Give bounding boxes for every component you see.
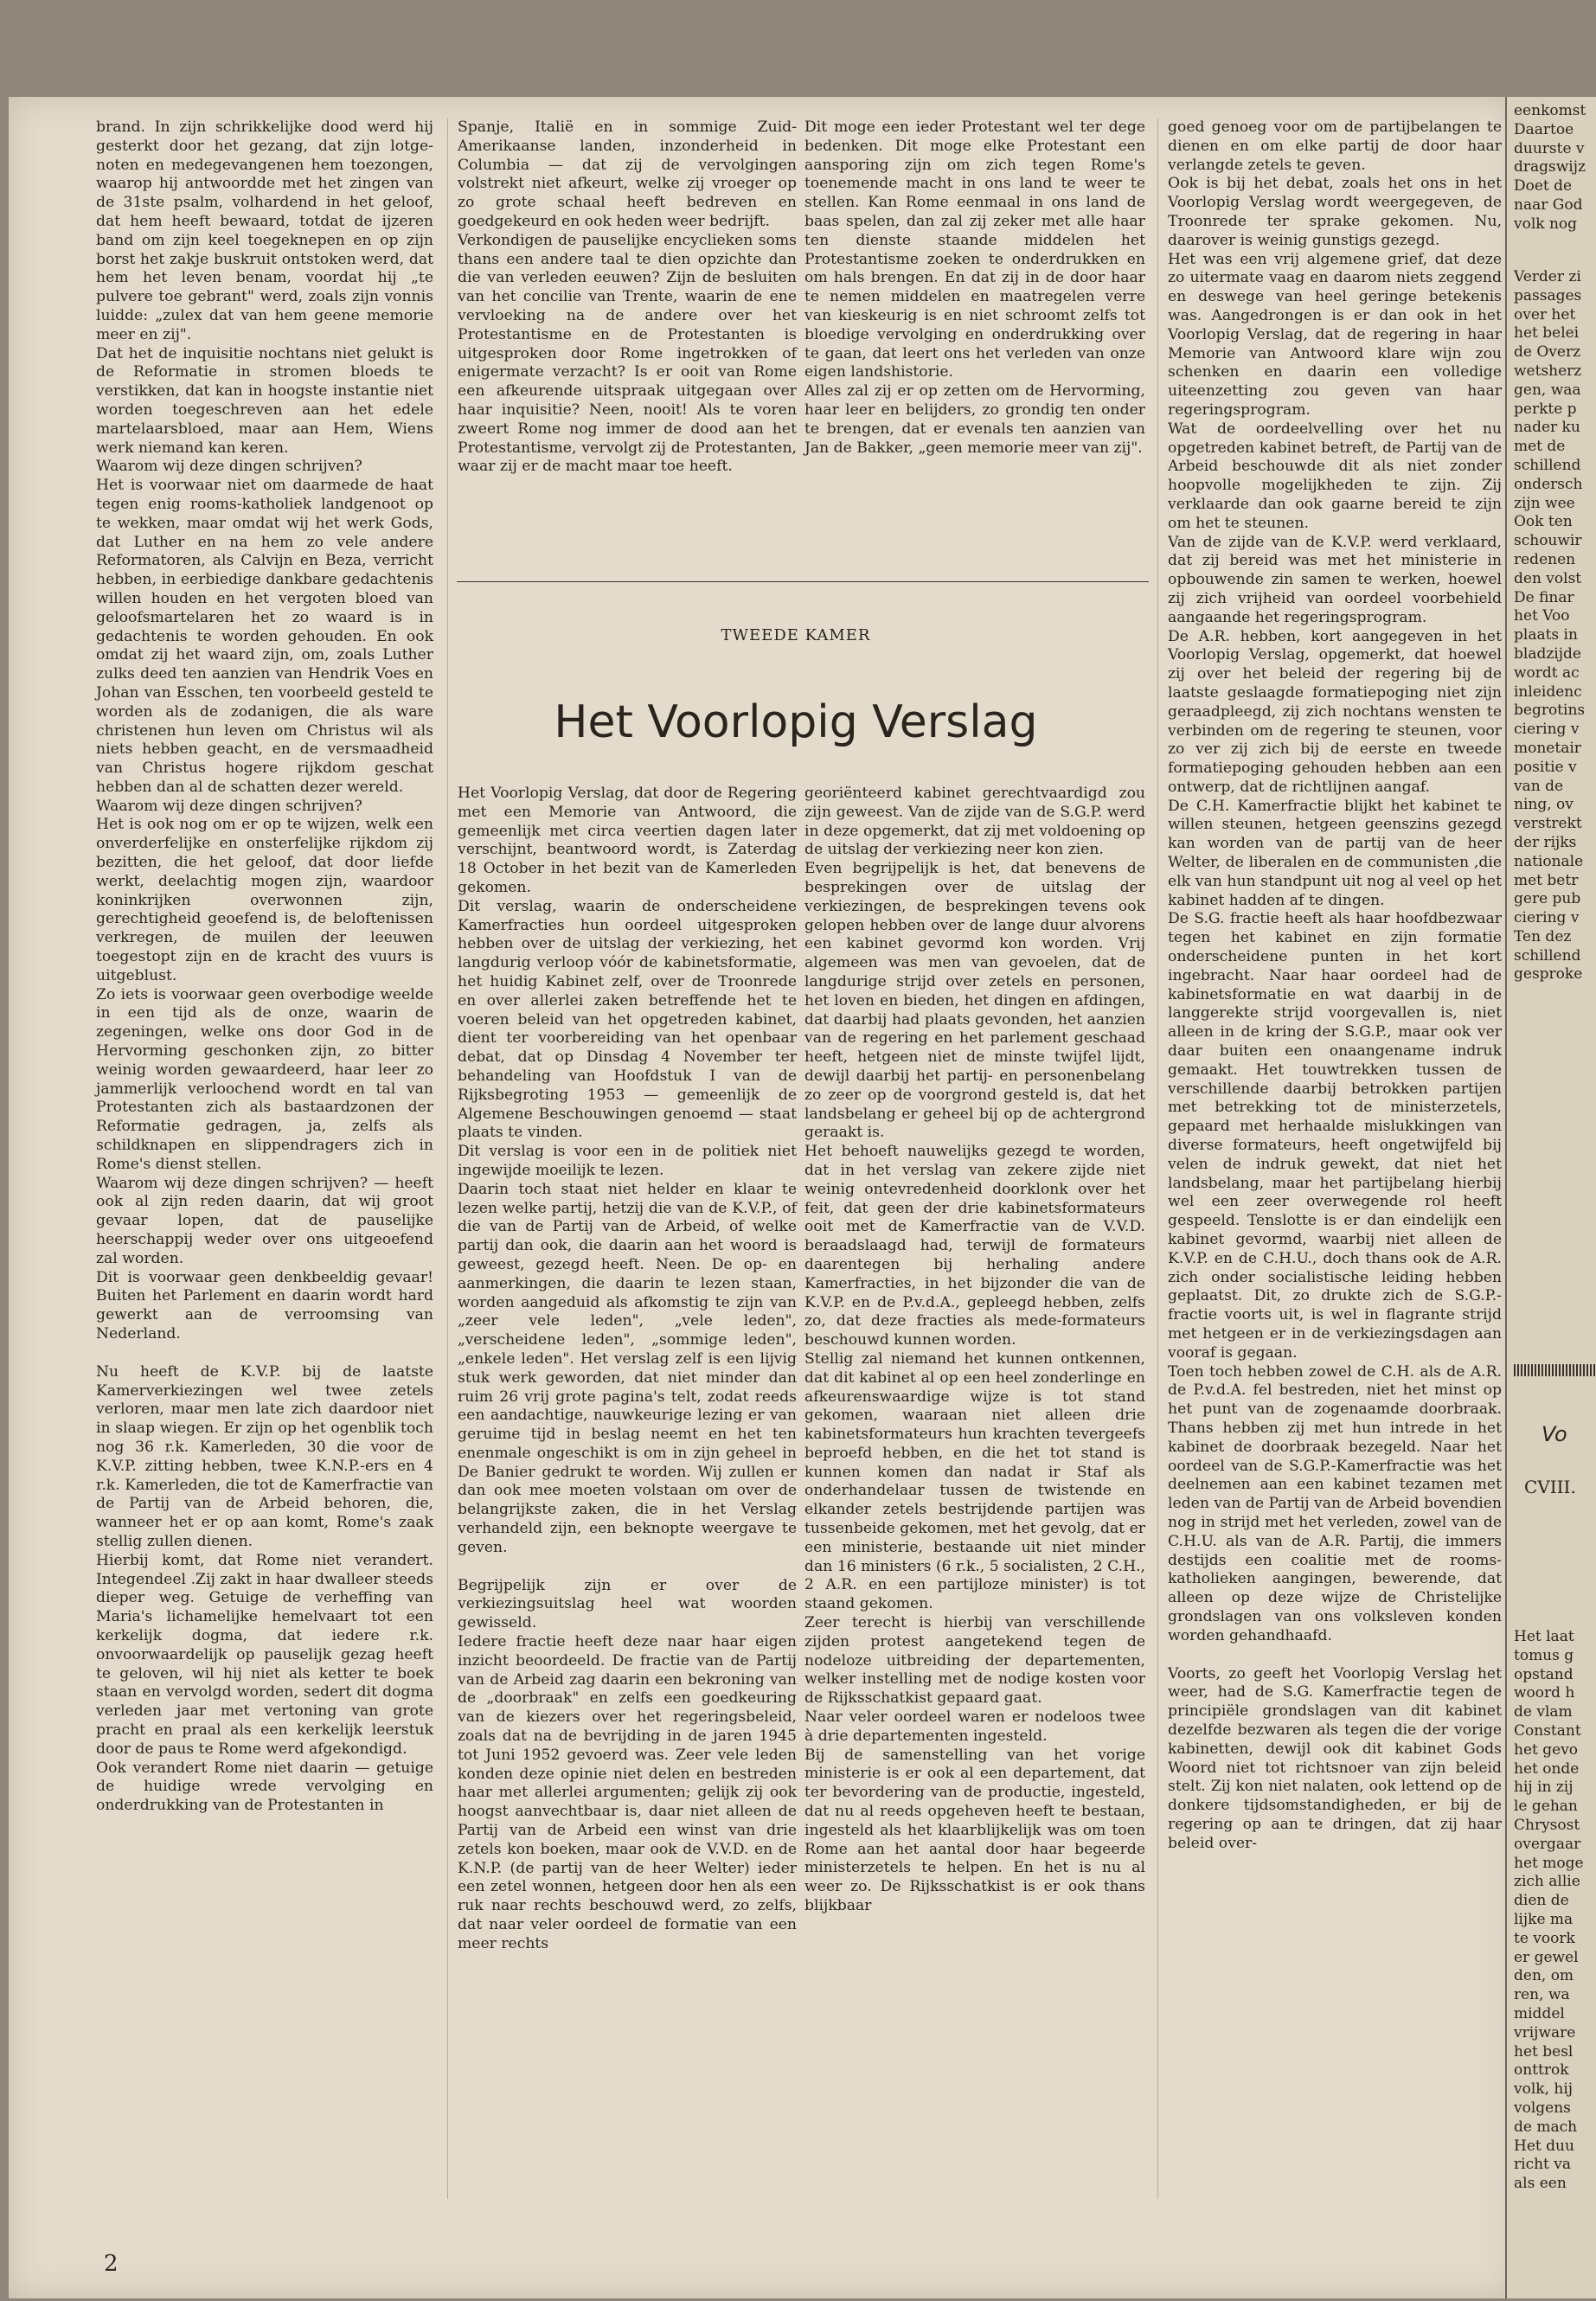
text-fragment: redenen [1514,550,1576,568]
text-fragment: der rijks [1514,833,1577,851]
paragraph: Waarom wij deze dingen schrijven? [96,797,362,815]
paragraph: Spanje, Italië en in sommige Zuid-Amerikaanse landen, inzonderheid in Columbia — dat zij de vervolgingen volstrekt niet afkeurt, welke zij vroeger op zo grote schaal heeft bedreven en goedgekeurd en ook heden weer bedrijft. [458,119,797,230]
text-fragment: onttrok [1514,2061,1569,2080]
text-fragment: naar God [1514,195,1583,214]
paragraph: Daarin toch staat niet helder en klaar te lezen welke partij, hetzij die van de K.V.P., of die van de Partij van de Arbeid, of welke partij dan ook, die daarin aan het woord is geweest, gezegd heeft. Neen. De op- en aanmerkingen, die daarin te lezen staan, worden aangeduid als afkomstig te zijn van „zeer vele leden", „vele leden", „verscheidene leden", „sommige leden", „enkele leden". Het verslag zelf is een lijvig stuk werk geworden, dat niet minder dan ruim 26 vrij grote pagina's telt, zodat reeds een aandachtige, nauwkeurige lezing er van geruime tijd in beslag neemt en het ten enenmale ongeschikt is om in zijn geheel in De Banier gedrukt te worden. Wij zullen er dan ook mee moeten volstaan om over de belangrijkste zaken, die in het Verslag verhandeld zijn, een beknopte weergave te geven. [458,1180,797,1556]
paragraph: De S.G. fractie heeft als haar hoofdbezwaar tegen het kabinet en zijn formatie onderscheidene punten in het kort ingebracht. Naar haar oordeel had de kabinetsformatie en wat daarbij in de langgerekte strijd voorgevallen is, niet alleen in de kring der S.G.P., maar ook ver daar buiten een onaangename indruk gemaakt. Het touwtrekken tussen de verschillende daarbij betrokken partijen met betrekking tot de ministerzetels, gepaard met herhaalde mislukkingen van diverse formateurs, heeft ongetwijfeld bij velen de indruk gewekt, dat niet het landsbelang, maar het partijbelang hierbij wel een zeer overwegende rol heeft gespeeld. Tenslotte is er dan eindelijk een kabinet gevormd, waarbij niet alleen de K.V.P. en de C.H.U., doch thans ook de A.R. zich onder socialistische leiding hebben geplaatst. Dit, zo drukte zich de S.G.P.-fractie voorts uit, is wel in flagrante strijd met hetgeen er in de verkiezingsdagen aan vooraf is gegaan. [1168,910,1502,1362]
text-fragment: lijke ma [1514,1910,1574,1928]
column-4 [1168,119,1502,1854]
paragraph: Naar veler oordeel waren er nodeloos twee à drie departementen ingesteld. [804,1708,1145,1745]
next-page-roman-numeral: CVIII. [1524,1477,1576,1497]
text-fragment: plaats in [1514,626,1578,644]
text-fragment: de mach [1514,2118,1578,2136]
next-page-subheading: Vo [1542,1422,1567,1446]
paragraph: Dit verslag, waarin de onderscheidene Kamerfracties hun oordeel uitgesproken hebben over de uitslag der verkiezing, het langdurig verloop vóór de kabinetsformatie, het huidig Kabinet zelf, over de Troonrede en over allerlei zaken betreffende het te voeren beleid van het opgetreden kabinet, dient ter voorbereiding van het openbaar debat, dat op Dinsdag 4 November ter behandeling van Hoofdstuk I van de Rijksbegroting 1953 — gemeenlijk de Algemene Beschouwingen genoemd — staat plaats te vinden. [458,897,797,1142]
text-fragment: den volst [1514,569,1582,587]
text-fragment: Ten dez [1514,927,1572,945]
text-fragment: met de [1514,438,1566,456]
paragraph-gap [458,1558,797,1577]
paragraph: Dit is voorwaar geen denkbeeldig gevaar! Buiten het Parlement en daarin wordt hard gewerkt aan de verroomsing van Nederland. [96,1268,433,1343]
text-fragment: inleidenc [1514,683,1582,701]
headline-rule [457,581,1149,582]
column-divider [1157,119,1158,2199]
text-fragment: schillend [1514,456,1581,474]
text-fragment: nader ku [1514,419,1580,437]
text-fragment: dragswijz [1514,158,1586,176]
column-3-top [804,119,1145,458]
text-fragment: volgens [1514,2099,1571,2117]
paragraph: Dit moge een ieder Protestant wel ter dege bedenken. Dit moge elke Protestant een aansporing zijn om zich tegen Rome's toenemende macht in ons land te weer te stellen. Kan Rome eenmaal in ons land de baas spelen, dan zal zij zeker met alle haar ten dienste staande middelen het Protestantisme zoeken te onderdrukken en om hals brengen. En dat zij in de door haar te nemen middelen en maatregelen verre van kieskeurig is en niet schroomt zelfs tot bloedige vervolging en onderdrukking over te gaan, dat leert ons het verleden van onze eigen landshistorie. [804,119,1145,381]
paragraph: Waarom wij deze dingen schrijven? [96,458,362,476]
text-fragment: verstrekt [1514,815,1582,833]
text-fragment: middel [1514,2004,1565,2022]
article-headline: Het Voorlopig Verslag [554,696,1038,748]
paragraph: Dit verslag is voor een in de politiek niet ingewijde moeilijk te lezen. [458,1143,797,1179]
text-fragment: Daartoe [1514,120,1574,138]
text-fragment: over het [1514,305,1576,324]
paragraph: Hierbij komt, dat Rome niet verandert. Integendeel .Zij zakt in haar dwalleer steeds dieper weg. Getuige de verheffing van Maria's lichamelijke hemelvaart tot een kerkelijk dogma, dat iedere r.k. onvoorwaardelijk op pauselijk gezag heeft te geloven, wil hij niet als ketter te boek staan en vervolgd worden, sedert dit dogma verleden jaar met vertoning van grote pracht en praal als een kerkelijk leerstuk door de paus te Rome werd afgekondigd. [96,1551,433,1758]
text-fragment: het onde [1514,1759,1580,1778]
column-divider [447,119,448,2199]
text-fragment: het moge [1514,1854,1584,1872]
text-fragment: ciering v [1514,721,1580,739]
text-fragment: vrijware [1514,2023,1576,2041]
paragraph: Ook is bij het debat, zoals het ons in het Voorlopig Verslag wordt weergegeven, de Troonrede ter sprake gekomen. Nu, daarover is weinig gunstigs gezegd. [1168,175,1502,249]
paragraph: Van de zijde van de K.V.P. werd verklaard, dat zij bereid was met het ministerie in opbouwende zin samen te werken, hoewel zij zich vrijheid van oordeel voorbehield aangaande het regeringsprogram. [1168,533,1502,626]
paragraph: Wat de oordeelvelling over het nu opgetreden kabinet betreft, de Partij van de Arbeid beschouwde dit als niet zonder hoopvolle mogelijkheden te zijn. Zij verklaarde dan ook gaarne bereid te zijn om het te steunen. [1168,420,1502,532]
text-fragment: De finar [1514,588,1574,606]
text-fragment: Chrysost [1514,1816,1580,1834]
text-fragment: volk nog [1514,215,1578,233]
newspaper-page [9,97,1514,2298]
text-fragment: tomus g [1514,1646,1574,1664]
text-fragment: ren, wa [1514,1986,1570,2004]
column-1 [96,119,433,1816]
text-fragment: ciering v [1514,909,1580,927]
paragraph: Waarom wij deze dingen schrijven? — heeft ook al zijn reden daarin, dat wij groot gevaar lopen, dat de pauselijke heerschappij weder over ons uitgeoefend zal worden. [96,1174,433,1267]
next-page-edge [1505,97,1596,2298]
text-fragment: gere pub [1514,890,1581,908]
text-fragment: woord h [1514,1684,1575,1702]
text-fragment: Verder zi [1514,268,1581,285]
text-fragment: hij in zij [1514,1779,1574,1797]
paragraph: Even begrijpelijk is het, dat benevens de besprekingen over de uitslag der verkiezingen, de besprekingen tevens ook gelopen hebben over de lange duur alvorens een kabinet gevormd kon worden. Vrij algemeen was men van gevoelen, dat de langdurige strijd over zetels en personen, het loven en bieden, het dingen en afdingen, dat daarbij had plaats gevonden, het aanzien van de regering en het parlement geschaad heeft, hetgeen niet de minste twijfel lijdt, dewijl daarbij het partij- en personenbelang zo zeer op de voorgrond gesteld is, dat het landsbelang er geheel bij op de achtergrond geraakt is. [804,860,1145,1142]
paragraph: Alles zal zij er op zetten om de Hervorming, haar leer en belijders, zo grondig ten onder te brengen, dat er evenals ten aanzien van Jan de Bakker, „geen memorie meer van zij". [804,382,1145,457]
section-label: TWEEDE KAMER [721,626,871,644]
paragraph: Begrijpelijk zijn er over de verkiezingsuitslag heel wat woorden gewisseld. [458,1576,797,1632]
paragraph: Het is ook nog om er op te wijzen, welk een onverderfelijke en onsterfelijke rijkdom zij bezitten, die het geloof, dat door liefde werkt, deelachtig mogen zijn, waardoor koninkrijken overwonnen zijn, gerechtigheid geoefend is, de beloftenissen verkregen, de muilen der leeuwen toegestopt zijn en de kracht des vuurs is uitgeblust. [96,816,433,984]
text-fragment: te voork [1514,1929,1575,1947]
paragraph: Het was een vrij algemene grief, dat deze zo uitermate vaag en daarom niets zeggend en deswege van heel geringe betekenis was. Aangedrongen is er dan ook in het Voorlopig Verslag, dat de regering in haar Memorie van Antwoord klare wijn zou schenken en daarin een volledige uiteenzetting zou geven van haar regeringsprogram. [1168,250,1502,419]
paragraph: Bij de samenstelling van het vorige ministerie is er ook al een departement, dat ter bevordering van de productie, ingesteld, dat nu al reeds opgeheven heeft te bestaan, ingesteld als het klaarblijkelijk was om toen Rome aan het aantal door haar begeerde ministerzetels te helpen. En het is nu al weer zo. De Rijksschatkist is er ook thans blijkbaar [804,1746,1145,1915]
paragraph: georiënteerd kabinet gerechtvaardigd zou zijn geweest. Van de zijde van de S.G.P. werd in deze opgemerkt, dat zij met voldoening op de uitslag der verkiezing neer kon zien. [804,785,1145,859]
paragraph: Het behoeft nauwelijks gezegd te worden, dat in het verslag van zekere zijde niet weinig ontevredenheid doorklonk over het feit, dat geen der drie kabinetsformateurs ooit met de Kamerfractie van de V.V.D. beraadslaagd had, terwijl de formateurs daarentegen bij herhaling andere Kamerfracties, in het bijzonder die van de K.V.P. en de P.v.d.A., gepleegd hebben, zelfs zo, dat deze fracties als mede-formateurs beschouwd kunnen worden. [804,1143,1145,1349]
text-fragment: dien de [1514,1892,1569,1910]
text-fragment: nationale [1514,852,1584,870]
paragraph: De C.H. Kamerfractie blijkt het kabinet te willen steunen, hetgeen geenszins gezegd kan worden van de partij van de heer Welter, de liberalen en de communisten ,die elk van hun standpunt uit nog al veel op het kabinet hadden af te dingen. [1168,797,1502,909]
text-fragment: het gevo [1514,1740,1579,1759]
paragraph: Ook verandert Rome niet daarin — getuige de huidige wrede vervolging en onderdrukking van de Protestanten in [96,1759,433,1815]
text-fragment: gesproke [1514,965,1583,984]
text-fragment: met betr [1514,871,1579,889]
paragraph: De A.R. hebben, kort aangegeven in het Voorlopig Verslag, opgemerkt, dat hoewel zij over het beleid der regering bij de laatste geslaagde formatiepoging niet zijn geraadpleegd, zij zich nochtans wensten te verbinden om de regering te steunen, voor zo ver zij zich bij de eerste en tweede formatiepoging gehouden hebben aan een ontwerp, dat de richtlijnen aangaf. [1168,627,1502,796]
text-fragment: het besl [1514,2042,1574,2061]
text-fragment: passages [1514,286,1582,304]
column-2-top [458,119,797,477]
text-fragment: het Voo [1514,607,1570,625]
text-fragment: volk, hij [1514,2080,1574,2099]
paragraph: Verkondigen de pauselijke encyclieken soms thans een andere taal te dien opzichte dan die van verleden eeuwen? Zijn de besluiten van het concilie van Trente, waarin de ene vervloeking na de andere over het Protestantisme en de Protestanten is uitgesproken door Rome ingetrokken of enigermate verzacht? Is er ooit van Rome een afkeurende uitspraak uitgegaan over haar inquisitie? Neen, nooit! Als te voren zweert Rome nog immer de dood aan het Protestantisme, vervolgt zij de Protestanten, waar zij er de macht maar toe heeft. [458,231,797,476]
paragraph: Toen toch hebben zowel de C.H. als de A.R. de P.v.d.A. fel bestreden, niet het minst op het punt van de zogenaamde doorbraak. Thans hebben zij met hun intrede in het kabinet de doorbraak bezegeld. Naar het oordeel van de S.G.P.-Kamerfractie was het deelnemen aan een kabinet tezamen met leden van de Partij van de Arbeid bovendien nog in strijd met het verleden, zowel van de C.H.U. als van de A.R. Partij, die immers destijds een coalitie met de rooms-katholieken aangingen, bewerende, dat alleen op deze wijze de Christelijke grondslagen van ons volksleven konden worden gehandhaafd. [1168,1362,1502,1644]
text-fragment: bladzijde [1514,644,1581,663]
paragraph: Voorts, zo geeft het Voorlopig Verslag het weer, had de S.G. Kamerfractie tegen de principiële grondslagen van dit kabinet dezelfde bezwaren als tegen die der vorige kabinetten, dewijl ook dit kabinet Gods Woord niet tot richtsnoer van zijn beleid stelt. Zij kon niet nalaten, ook lettend op de donkere tijdsomstandigheden, er bij de regering op aan te dringen, dat zij haar beleid over- [1168,1664,1502,1852]
paragraph: Iedere fractie heeft deze naar haar eigen inzicht beoordeeld. De fractie van de Partij van de Arbeid zag daarin een bekroning van de „doorbraak" en zelfs een goedkeuring van de kiezers over het regeringsbeleid, zoals dat na de bevrijding in de jaren 1945 tot Juni 1952 gevoerd was. Zeer vele leden konden deze opinie niet delen en bestreden haar met allerlei argumenten; gelijk zij ook hoogst aanvechtbaar is, daar niet alleen de Partij van de Arbeid een winst van drie zetels kon boeken, maar ook de V.V.D. en de K.N.P. (de partij van de heer Welter) ieder een zetel wonnen, hetgeen door hen als een ruk naar rechts beschouwd werd, zo zelfs, dat naar veler oordeel de formatie van een meer rechts [458,1633,797,1952]
text-fragment: de Overz [1514,343,1581,362]
separator-ornament [1514,1364,1596,1376]
text-fragment: perkte p [1514,400,1577,418]
text-fragment: Het laat [1514,1628,1574,1645]
text-fragment: de vlam [1514,1703,1573,1721]
text-fragment: eenkomst [1514,102,1586,119]
text-fragment: opstand [1514,1665,1574,1683]
text-fragment: richt va [1514,2156,1572,2174]
text-fragment: Doet de [1514,177,1573,195]
text-fragment: Het duu [1514,2137,1574,2155]
text-fragment: wordt ac [1514,663,1580,682]
page-number: 2 [104,2251,119,2277]
text-fragment: als een [1514,2175,1567,2193]
text-fragment: gen, waa [1514,381,1581,399]
paragraph: Het Voorlopig Verslag, dat door de Regering met een Memorie van Antwoord, die gemeenlijk met circa veertien dagen later verschijnt, beantwoord wordt, is Zaterdag 18 October in het bezit van de Kamerleden gekomen. [458,785,797,896]
text-fragment: begrotins [1514,702,1586,720]
column-3-bottom [804,785,1145,1916]
text-fragment: zich allie [1514,1873,1580,1891]
paragraph: Nu heeft de K.V.P. bij de laatste Kamerverkiezingen wel twee zetels verloren, maar men late zich daardoor niet in slaap wiegen. Er zijn op het ogenblik toch nog 36 r.k. Kamerleden, 30 die voor de K.V.P. zitting hebben, twee K.N.P.-ers en 4 r.k. Kamerleden, die tot de Kamerfractie van de Partij van de Arbeid behoren, die, wanneer het er op aan komt, Rome's zaak stellig zullen dienen. [96,1362,433,1550]
text-fragment: duurste v [1514,139,1585,157]
text-fragment: er gewel [1514,1948,1579,1966]
column-2-bottom [458,785,797,1954]
text-fragment: positie v [1514,758,1577,776]
paragraph: Het is voorwaar niet om daarmede de haat tegen enig rooms-katholiek landgenoot op te wekken, maar omdat wij het werk Gods, dat Luther en na hem zo vele andere Reformatoren, als Calvijn en Beza, verricht hebben, in eerbiedige dankbare gedachtenis willen houden en het vergoten bloed van geloofsmartelaren het zo waard is in gedachtenis te worden gehouden. En ook omdat zij het waard zijn, om, zoals Luther zulks deed ten aanzien van Hendrik Voes en Johan van Esschen, ten voorbeeld gesteld te worden als de zodanigen, die als ware christenen hun leven om Christus wil als niets hebben geacht, en de versmaadheid van Christus hogere rijkdom geschat hebben dan al de schatten dezer wereld. [96,477,433,796]
text-fragment: schillend [1514,946,1581,965]
text-fragment: ondersch [1514,475,1583,493]
paragraph: goed genoeg voor om de partijbelangen te dienen en om elke partij de door haar verlangde zetels te geven. [1168,119,1502,174]
paragraph-gap [1168,1646,1502,1665]
next-page-top-text [1514,102,1596,234]
paragraph: brand. In zijn schrikkelijke dood werd hij gesterkt door het gezang, dat zijn lotge-noten en medegevangenen hem toezongen, waarop hij antwoordde met het zingen van de 31ste psalm, volhardend in het geloof, dat hem heeft bewaard, totdat de ijzeren band om zijn keel toegeknepen en op zijn borst het zakje buskruit ontstoken werd, dat hem het leven benam, voordat hij „te pulvere toe gebrant" werd, zoals zijn vonnis luidde: „zulex dat van hem geene memorie meer en zij". [96,119,433,343]
text-fragment: den, om [1514,1967,1574,1985]
text-fragment: ning, ov [1514,796,1574,814]
paragraph: Zo iets is voorwaar geen overbodige weelde in een tijd als de onze, waarin de zegeningen, welke ons door God in de Hervorming geschonken zijn, zo bitter weinig worden gewaardeerd, haar leer zo jammerlijk verloochend wordt en tal van Protestanten zich als bastaardzonen der Reformatie gedragen, ja, zelfs als schildknapen en slippendragers zich in Rome's dienst stellen. [96,985,433,1173]
text-fragment: schouwir [1514,532,1582,550]
paragraph: Dat het de inquisitie nochtans niet gelukt is de Reformatie in stromen bloeds te verstikken, dat kan in hoogste instantie niet worden toegeschreven aan het edele martelaarsbloed, maar aan Hem, Wiens werk niemand kan keren. [96,344,433,457]
text-fragment: van de [1514,777,1564,795]
paragraph: Zeer terecht is hierbij van verschillende zijden protest aangetekend tegen de nodeloze uitbreiding der departementen, welker instelling met de nodige kosten voor de Rijksschatkist gepaard gaat. [804,1614,1145,1708]
next-page-bottom-text [1514,1628,1596,2194]
paragraph: Stellig zal niemand het kunnen ontkennen, dat dit kabinet al op een heel zonderlinge en afkeurenswaardige wijze is tot stand gekomen, waaraan niet alleen drie kabinetsformateurs hun krachten tevergeefs beproefd hebben, en die het tot stand is kunnen komen dan nadat ir Staf als onderhandelaar tussen de twistende en elkander zetels bestrijdende partijen was tussenbeide gekomen, met het gevolg, dat er een ministerie, bestaande uit niet minder dan 16 ministers (6 r.k., 5 socialisten, 2 C.H., 2 A.R. en een partijloze minister) is tot staand gekomen. [804,1349,1145,1613]
text-fragment: Ook ten [1514,513,1573,531]
text-fragment: overgaar [1514,1835,1581,1853]
next-page-mid-text [1514,268,1596,984]
text-fragment: Constant [1514,1721,1581,1740]
text-fragment: het belei [1514,324,1580,343]
text-fragment: le gehan [1514,1798,1578,1816]
text-fragment: zijn wee [1514,494,1575,512]
paragraph-gap [96,1344,433,1363]
text-fragment: wetsherz [1514,362,1582,380]
text-fragment: monetair [1514,739,1581,757]
